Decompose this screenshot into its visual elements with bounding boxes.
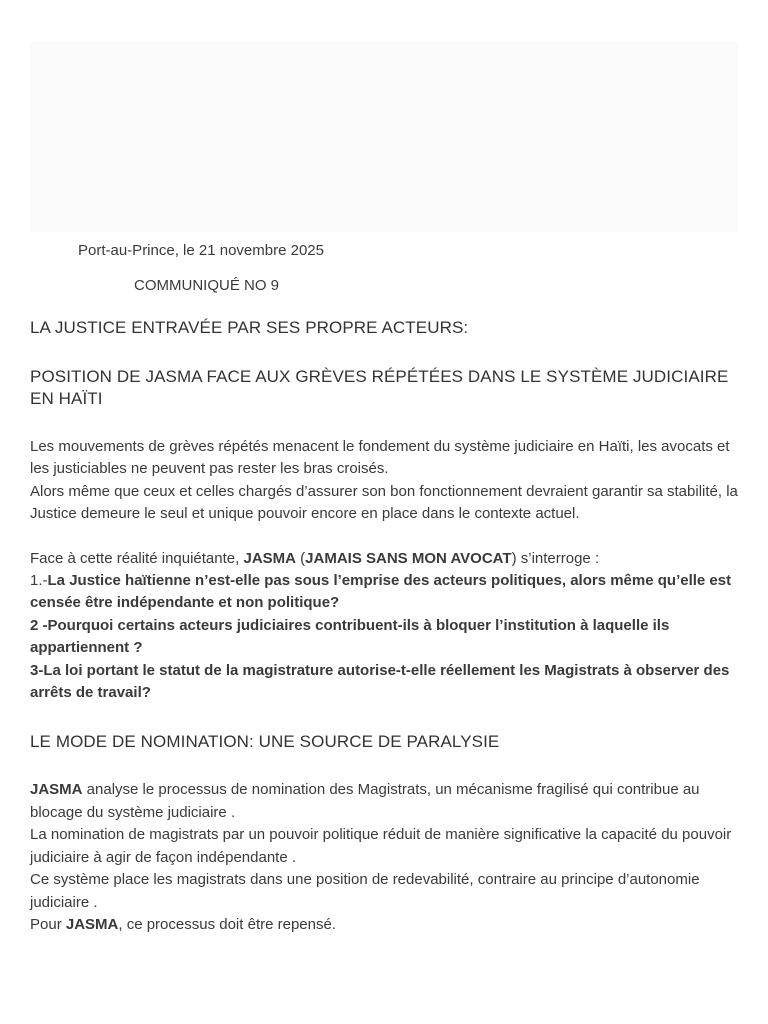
nomination-paragraph-4	[30, 914, 740, 936]
nomination-section	[30, 779, 740, 936]
communique-number: COMMUNIQUÉ NO 9	[134, 277, 280, 294]
questions-intro	[30, 548, 740, 570]
header-image-placeholder	[30, 42, 738, 232]
article-content	[30, 240, 740, 936]
question-2	[30, 615, 740, 660]
paren-open: (	[296, 549, 306, 567]
jasma-name: JASMA	[65, 915, 119, 933]
jasma-name: JASMA	[30, 781, 83, 799]
heading-justice-entravee: LA JUSTICE ENTRAVÉE PAR SES PROPRE ACTEURS:	[30, 318, 469, 337]
jasma-name: JASMA	[243, 549, 296, 567]
jasma-full-name: JAMAIS SANS MON AVOCAT	[305, 549, 512, 567]
nomination-paragraph-3: Ce système place les magistrats dans une position de redevabilité, contraire au principe d’autonomie judiciaire .	[30, 871, 700, 911]
question-3-text: 3-La loi portant le statut de la magistrature autorise-t-elle réellement les Magistrats à observer des arrêts de travail?	[30, 661, 730, 702]
question-2-text: 2 -Pourquoi certains acteurs judiciaires contribuent-ils à bloquer l’institution à laquelle ils appartiennent ?	[30, 616, 670, 657]
question-1-number: 1.-	[30, 572, 48, 590]
intro-paragraph-1: Les mouvements de grèves répétés menacent le fondement du système judiciaire en Haïti, les avocats et les justiciables ne peuvent pas rester les bras croisés.	[30, 438, 730, 478]
question-1	[30, 570, 740, 615]
nomination-paragraph-4-post: , ce processus doit être repensé.	[118, 915, 336, 933]
heading-mode-nomination: LE MODE DE NOMINATION: UNE SOURCE DE PARALYSIE	[30, 732, 500, 752]
date-line: Port-au-Prince, le 21 novembre 2025	[78, 242, 324, 259]
questions-intro-comma: ,	[235, 549, 244, 567]
nomination-paragraph-1	[30, 779, 740, 824]
questions-section	[30, 548, 740, 705]
nomination-paragraph-1-text: analyse le processus de nomination des Magistrats, un mécanisme fragilisé qui contribue au blocage du système judiciaire .	[30, 781, 700, 821]
heading-position-jasma: POSITION DE JASMA FACE AUX GRÈVES RÉPÉTÉES DANS LE SYSTÈME JUDICIAIRE EN HAÏTI	[30, 367, 729, 408]
question-3	[30, 660, 740, 705]
intro-section	[30, 436, 740, 526]
questions-intro-end: ) s’interroge :	[511, 549, 600, 567]
questions-intro-text: Face à cette réalité inquiétante	[30, 549, 236, 567]
nomination-paragraph-2: La nomination de magistrats par un pouvoir politique réduit de manière significative la capacité du pouvoir judiciaire à agir de façon indépendante .	[30, 826, 732, 866]
nomination-paragraph-4-pre: Pour	[30, 915, 66, 933]
question-1-text: La Justice haïtienne n’est-elle pas sous l’emprise des acteurs politiques, alors même qu’elle est censée être indépendante et non politique?	[30, 572, 732, 612]
intro-paragraph-2: Alors même que ceux et celles chargés d’assurer son bon fonctionnement devraient garantir sa stabilité, la Justice demeure le seul et unique pouvoir encore en place dans le contexte actuel.	[30, 482, 738, 523]
